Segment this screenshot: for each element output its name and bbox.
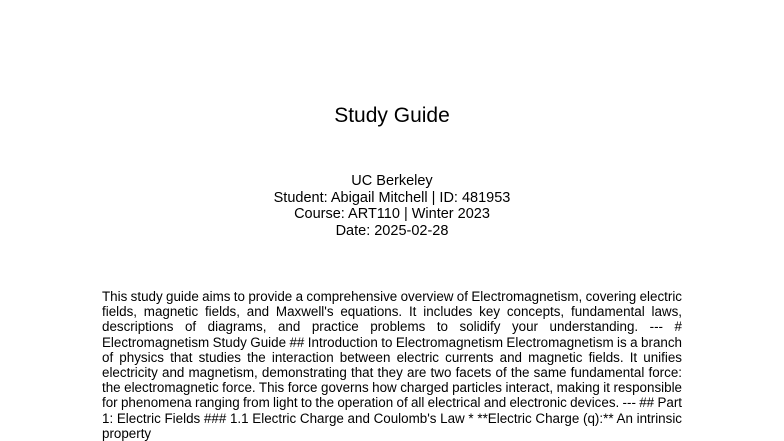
student-line: Student: Abigail Mitchell | ID: 481953 (273, 189, 511, 206)
body-paragraph: This study guide aims to provide a comprehensive overview of Electromagnetism, covering electric fields, magnetic fields, and Maxwell's equations. It includes key concepts, fundamental laws, descriptions of diagrams, and practice problems to solidify your understanding. --- # Electromagnetism Study Guide ## Introduction to Electromagnetism Electromagnetism is a branch of physics that studies the interaction between electric currents and magnetic fields. It unifies electricity and magnetism, demonstrating that they are two facets of the same fundamental force: the electromagnetic force. This force governs how charged particles interact, making it responsible for phenomena ranging from light to the operation of all electrical and electronic devices. --- ## Part 1: Electric Fields ### 1.1 Electric Charge and Coulomb's Law * **Electric Charge (q):** An intrinsic property (102, 289, 682, 441)
document-meta (0, 173, 784, 239)
document-title: Study Guide (334, 104, 450, 127)
course-line: Course: ART110 | Winter 2023 (294, 206, 490, 222)
date-line: Date: 2025-02-28 (335, 222, 449, 239)
institution-line: UC Berkeley (351, 173, 433, 189)
